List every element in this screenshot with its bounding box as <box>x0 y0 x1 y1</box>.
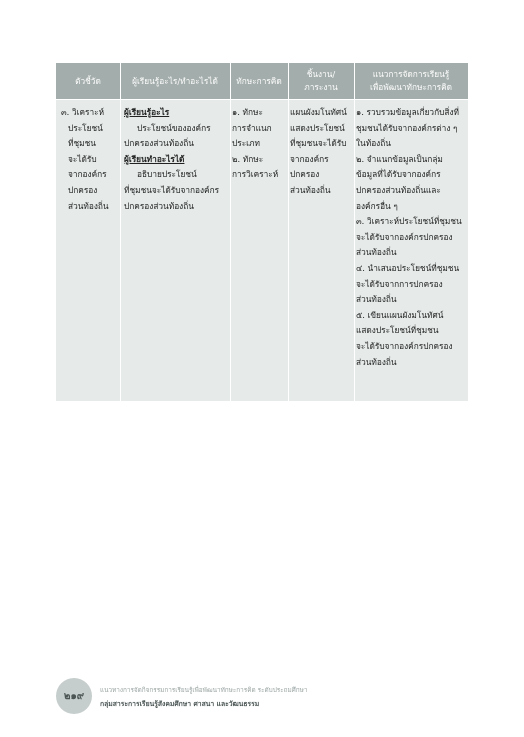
approach-line: จะได้รับจากองค์กรปกครอง <box>356 340 453 351</box>
skill-line: การวิเคราะห์ <box>232 169 279 180</box>
approach-line: ในท้องถิ่น <box>356 138 391 149</box>
approach-line: ส่วนท้องถิ่น <box>356 247 397 258</box>
column-divider <box>288 63 289 401</box>
footer-book-title: แนวทางการจัดกิจกรรมการเรียนรู้เพื่อพัฒนาทักษะการคิด ระดับประถมศึกษา <box>100 686 308 694</box>
approach-line: ข้อมูลที่ได้รับจากองค์กร <box>356 169 441 180</box>
indicator-line: ที่ชุมชน <box>68 138 96 149</box>
skill-line: ประเภท <box>232 138 260 149</box>
indicator-line: จะได้รับ <box>68 153 97 164</box>
learning-line: ที่ชุมชนจะได้รับจากองค์กร <box>124 184 220 195</box>
task-line: ที่ชุมชนจะได้รับ <box>290 138 347 149</box>
page-number-badge: ๒๑๙ <box>56 678 92 714</box>
learning-line: ปกครองส่วนท้องถิ่น <box>124 200 194 211</box>
skill-line: ๑. ทักษะ <box>232 107 263 117</box>
learning-line: ปกครองส่วนท้องถิ่น <box>124 138 194 149</box>
approach-line: องค์กรอื่น ๆ <box>356 200 398 211</box>
learning-plan-table <box>56 63 468 401</box>
header-task: ชิ้นงาน/ ภาระงาน <box>304 69 338 92</box>
skill-line: การจำแนก <box>232 122 272 133</box>
indicator-line: ประโยชน์ <box>68 122 103 133</box>
column-divider <box>230 63 231 401</box>
approach-line: ส่วนท้องถิ่น <box>356 356 397 367</box>
table-header-row <box>56 63 468 99</box>
task-line: แสดงประโยชน์ <box>290 122 345 133</box>
skill-line: ๒. ทักษะ <box>232 153 264 164</box>
approach-line: ๑. รวบรวมข้อมูลเกี่ยวกับสิ่งที่ <box>356 107 459 117</box>
indicator-line: ๓. วิเคราะห์ <box>61 107 105 117</box>
task-line: จากองค์กร <box>290 153 329 164</box>
cell-learning <box>124 105 228 214</box>
cell-skills <box>232 105 287 183</box>
cell-indicator <box>61 105 119 214</box>
task-line: แผนผังมโนทัศน์ <box>290 107 347 117</box>
header-divider <box>56 99 468 100</box>
approach-line: ๓. วิเคราะห์ประโยชน์ที่ชุมชน <box>356 216 462 227</box>
approach-line: ๔. นำเสนอประโยชน์ที่ชุมชน <box>356 262 460 273</box>
header-approach: แนวการจัดการเรียนรู้ เพื่อพัฒนาทักษะการคิด <box>369 69 453 92</box>
column-divider <box>354 63 355 401</box>
header-learning: ผู้เรียนรู้อะไร/ทำอะไรได้ <box>132 75 218 86</box>
approach-line: ๕. เขียนแผนผังมโนทัศน์ <box>356 309 444 320</box>
task-line: ปกครอง <box>290 169 320 180</box>
indicator-line: ปกครอง <box>68 184 98 195</box>
task-line: ส่วนท้องถิ่น <box>290 184 331 195</box>
approach-line: ๒. จำแนกข้อมูลเป็นกลุ่ม <box>356 153 443 164</box>
do-heading: ผู้เรียนทำอะไรได้ <box>124 153 185 164</box>
approach-line: จะได้รับจากองค์กรปกครอง <box>356 231 453 242</box>
approach-line: ปกครองส่วนท้องถิ่นและ <box>356 184 441 195</box>
indicator-line: ส่วนท้องถิ่น <box>68 200 109 211</box>
approach-line: ชุมชนได้รับจากองค์กรต่าง ๆ <box>356 122 458 133</box>
approach-line: แสดงประโยชน์ที่ชุมชน <box>356 325 439 336</box>
indicator-line: จากองค์กร <box>68 169 107 180</box>
footer-subject-group: กลุ่มสาระการเรียนรู้สังคมศึกษา ศาสนา และวัฒนธรรม <box>100 700 260 708</box>
cell-task <box>290 105 353 199</box>
cell-approach <box>356 105 467 370</box>
approach-line: ส่วนท้องถิ่น <box>356 294 397 305</box>
learning-line: ประโยชน์ขององค์กร <box>137 122 211 133</box>
approach-line: จะได้รับจากการปกครอง <box>356 278 443 289</box>
header-indicator: ตัวชี้วัด <box>75 75 101 86</box>
know-heading: ผู้เรียนรู้อะไร <box>124 107 170 117</box>
learning-line: อธิบายประโยชน์ <box>137 169 197 180</box>
header-skills: ทักษะการคิด <box>236 75 282 86</box>
column-divider <box>120 63 121 401</box>
